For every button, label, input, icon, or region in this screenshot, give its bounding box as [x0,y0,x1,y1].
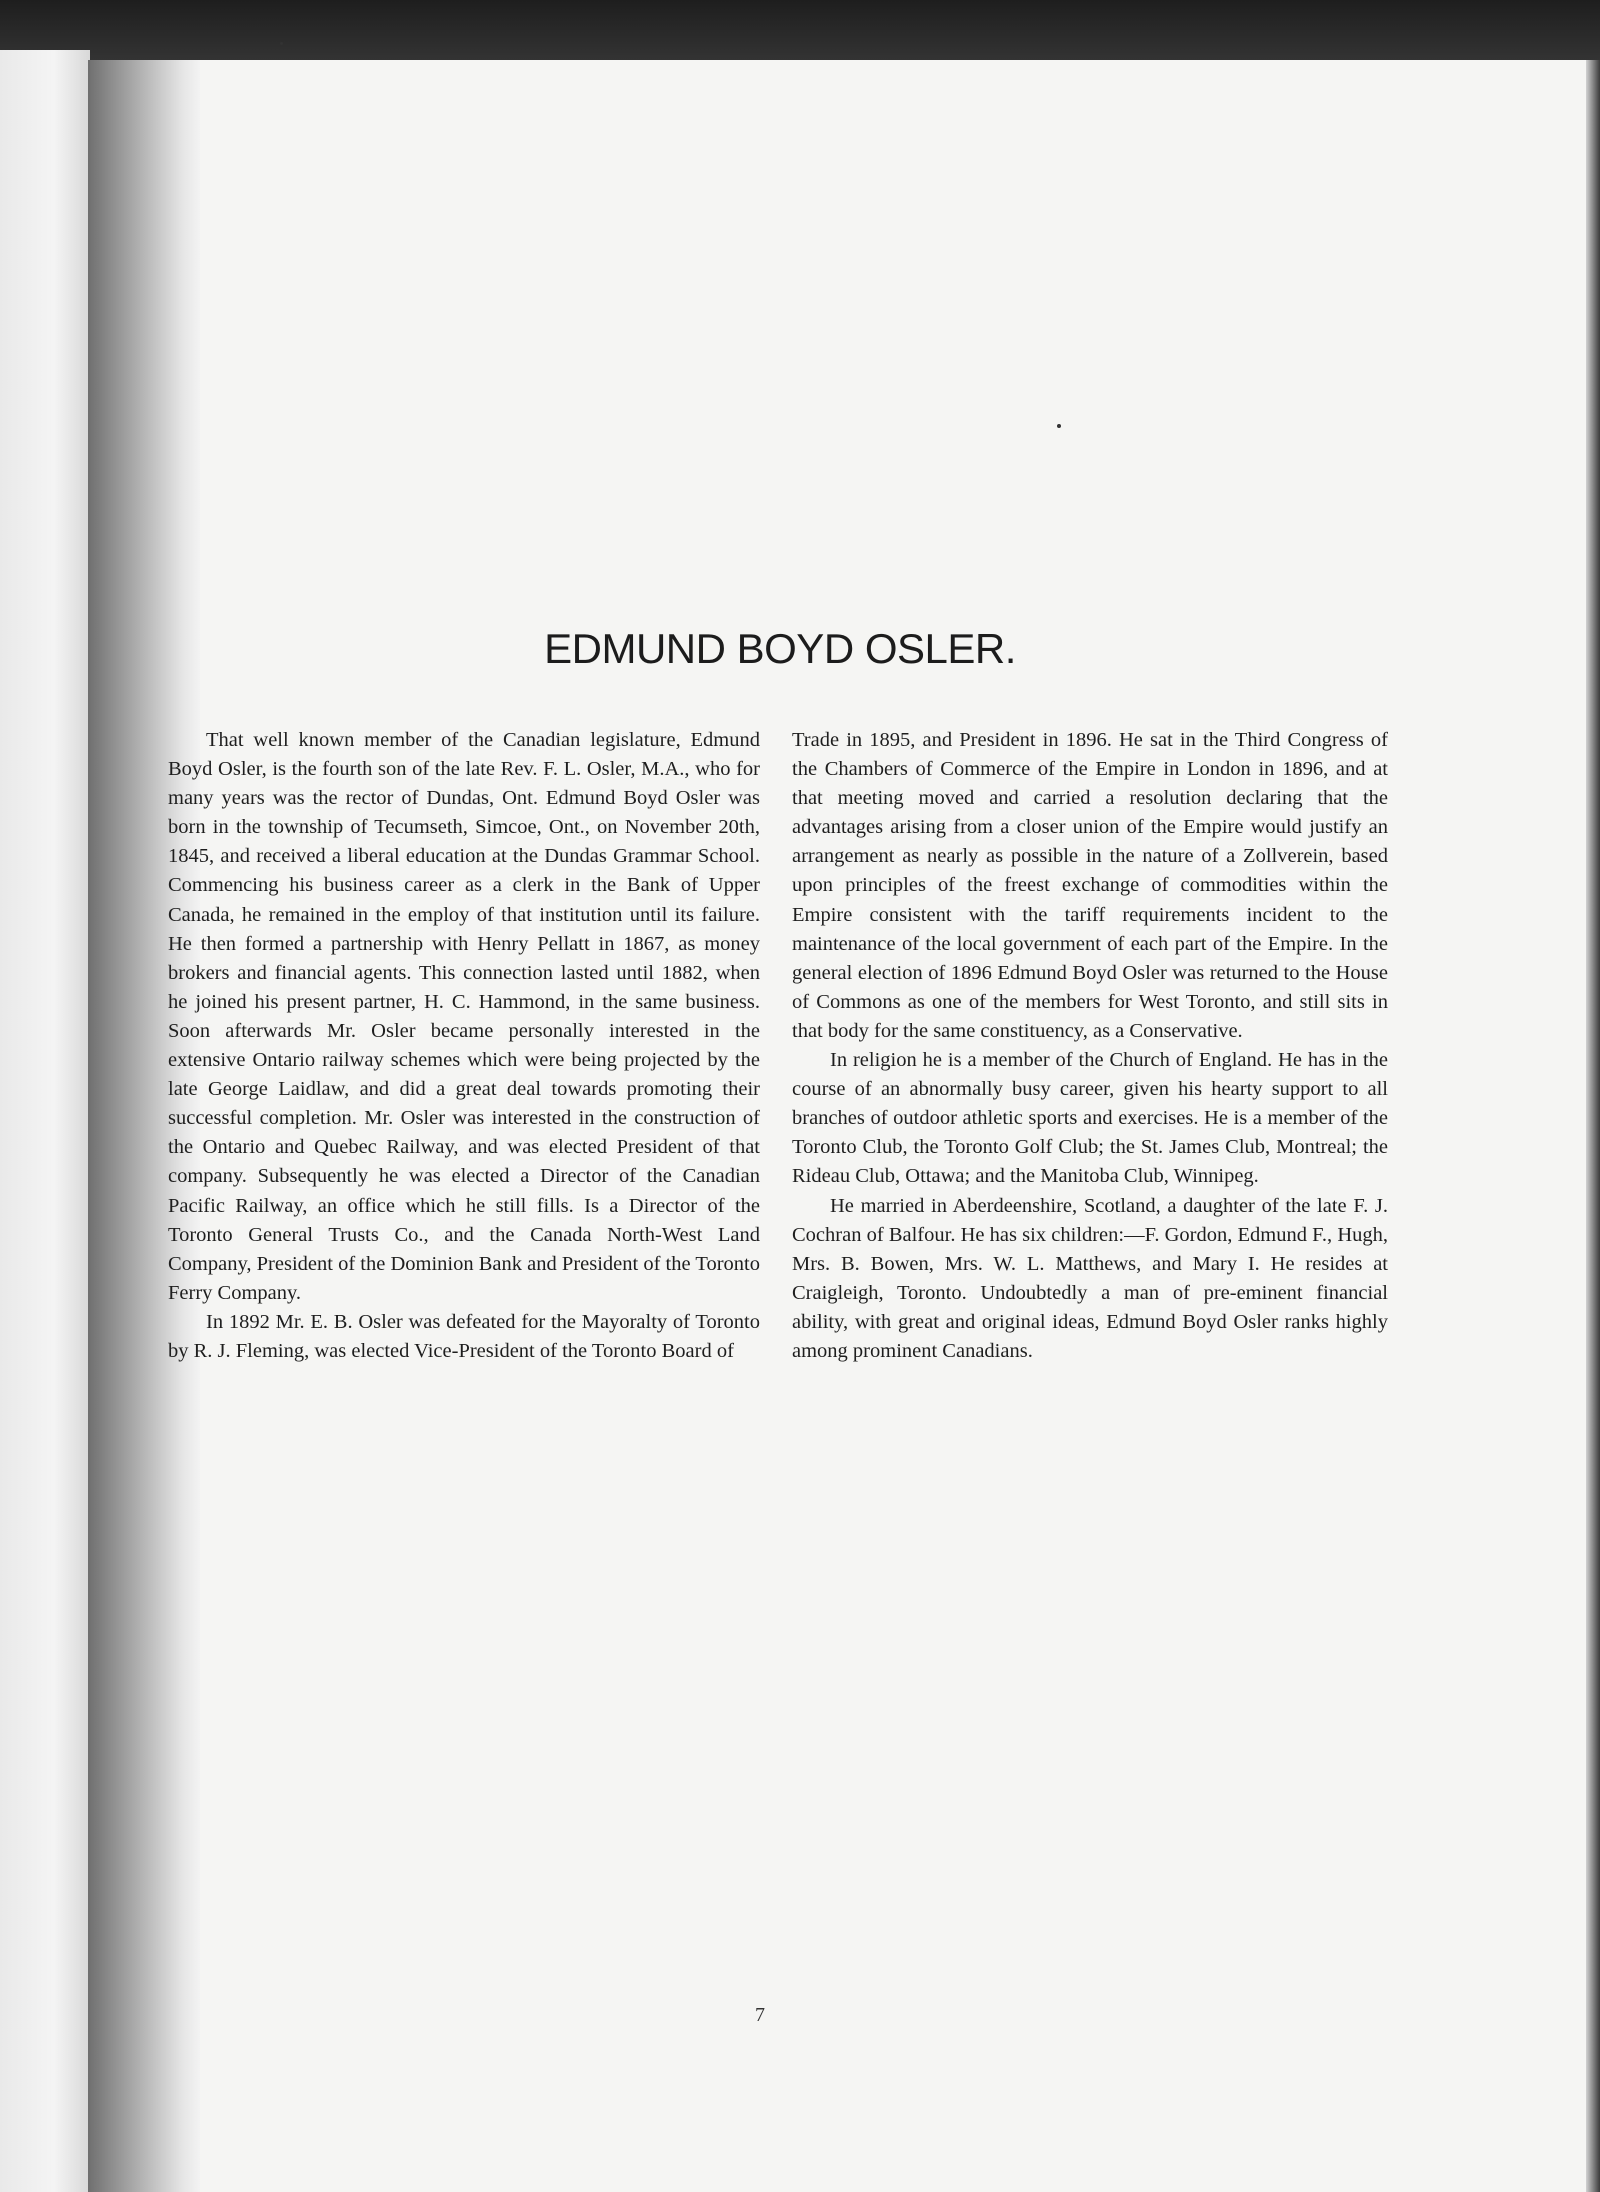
left-page-edge [0,50,90,2192]
dust-speck [280,42,283,45]
left-text-column [168,726,760,1366]
paragraph: In religion he is a member of the Church of England. He has in the course of an abnormally busy career, given his hearty support to all branches of outdoor athletic sports and exercises. He is a member of the Toronto Club, the Toronto Golf Club; the St. James Club, Montreal; the Rideau Club, Ottawa; and the Manitoba Club, Winnipeg. [792,1049,1388,1188]
paragraph: That well known member of the Canadian legislature, Edmund Boyd Osler, is the fourth son of the late Rev. F. L. Osler, M.A., who for many years was the rector of Dundas, Ont. Edmund Boyd Osler was born in the township of Tecumseth, Simcoe, Ont., on November 20th, 1845, and received a liberal education at the Dundas Grammar School. Commencing his business career as a clerk in the Bank of Upper Canada, he remained in the employ of that institution until its failure. He then formed a partnership with Henry Pellatt in 1867, as money brokers and financial agents. This connection lasted until 1882, when he joined his present partner, H. C. Hammond, in the same business. Soon afterwards Mr. Osler became personally interested in the extensive Ontario railway schemes which were being projected by the late George Laidlaw, and did a great deal towards promoting their successful completion. Mr. Osler was interested in the construction of the Ontario and Quebec Railway, and was elected President of that company. Subsequently he was elected a Director of the Canadian Pacific Railway, an office which he still fills. Is a Director of the Toronto General Trusts Co., and the Canada North-West Land Company, President of the Dominion Bank and President of the Toronto Ferry Company. [168,729,760,1304]
article-title: EDMUND BOYD OSLER. [544,625,1016,672]
paragraph: Trade in 1895, and President in 1896. He sat in the Third Congress of the Chambers of Commerce of the Empire in London in 1896, and at that meeting moved and carried a resolution declaring that the advantages arising from a closer union of the Empire would justify an arrangement as nearly as possible in the nature of a Zollverein, based upon principles of the freest exchange of commodities within the Empire consistent with the tariff requirements incident to the maintenance of the local government of each part of the Empire. In the general election of 1896 Edmund Boyd Osler was returned to the House of Commons as one of the members for West Toronto, and still sits in that body for the same constituency, as a Conservative. [792,729,1388,1042]
page-number: 7 [755,2004,765,2026]
top-dark-band [0,0,1600,60]
right-text-column [792,726,1388,1366]
right-page-edge [1586,60,1600,2192]
paragraph: In 1892 Mr. E. B. Osler was defeated for the Mayoralty of Toronto by R. J. Fleming, was elected Vice-President of the Toronto Board of [168,1310,760,1362]
dust-speck [1057,424,1061,428]
paragraph: He married in Aberdeenshire, Scotland, a daughter of the late F. J. Cochran of Balfour. He has six children:—F. Gordon, Edmund F., Hugh, Mrs. B. Bowen, Mrs. W. L. Matthews, and Mary I. He resides at Craigleigh, Toronto. Undoubtedly a man of pre-eminent financial ability, with great and original ideas, Edmund Boyd Osler ranks highly among prominent Canadians. [792,1194,1388,1362]
